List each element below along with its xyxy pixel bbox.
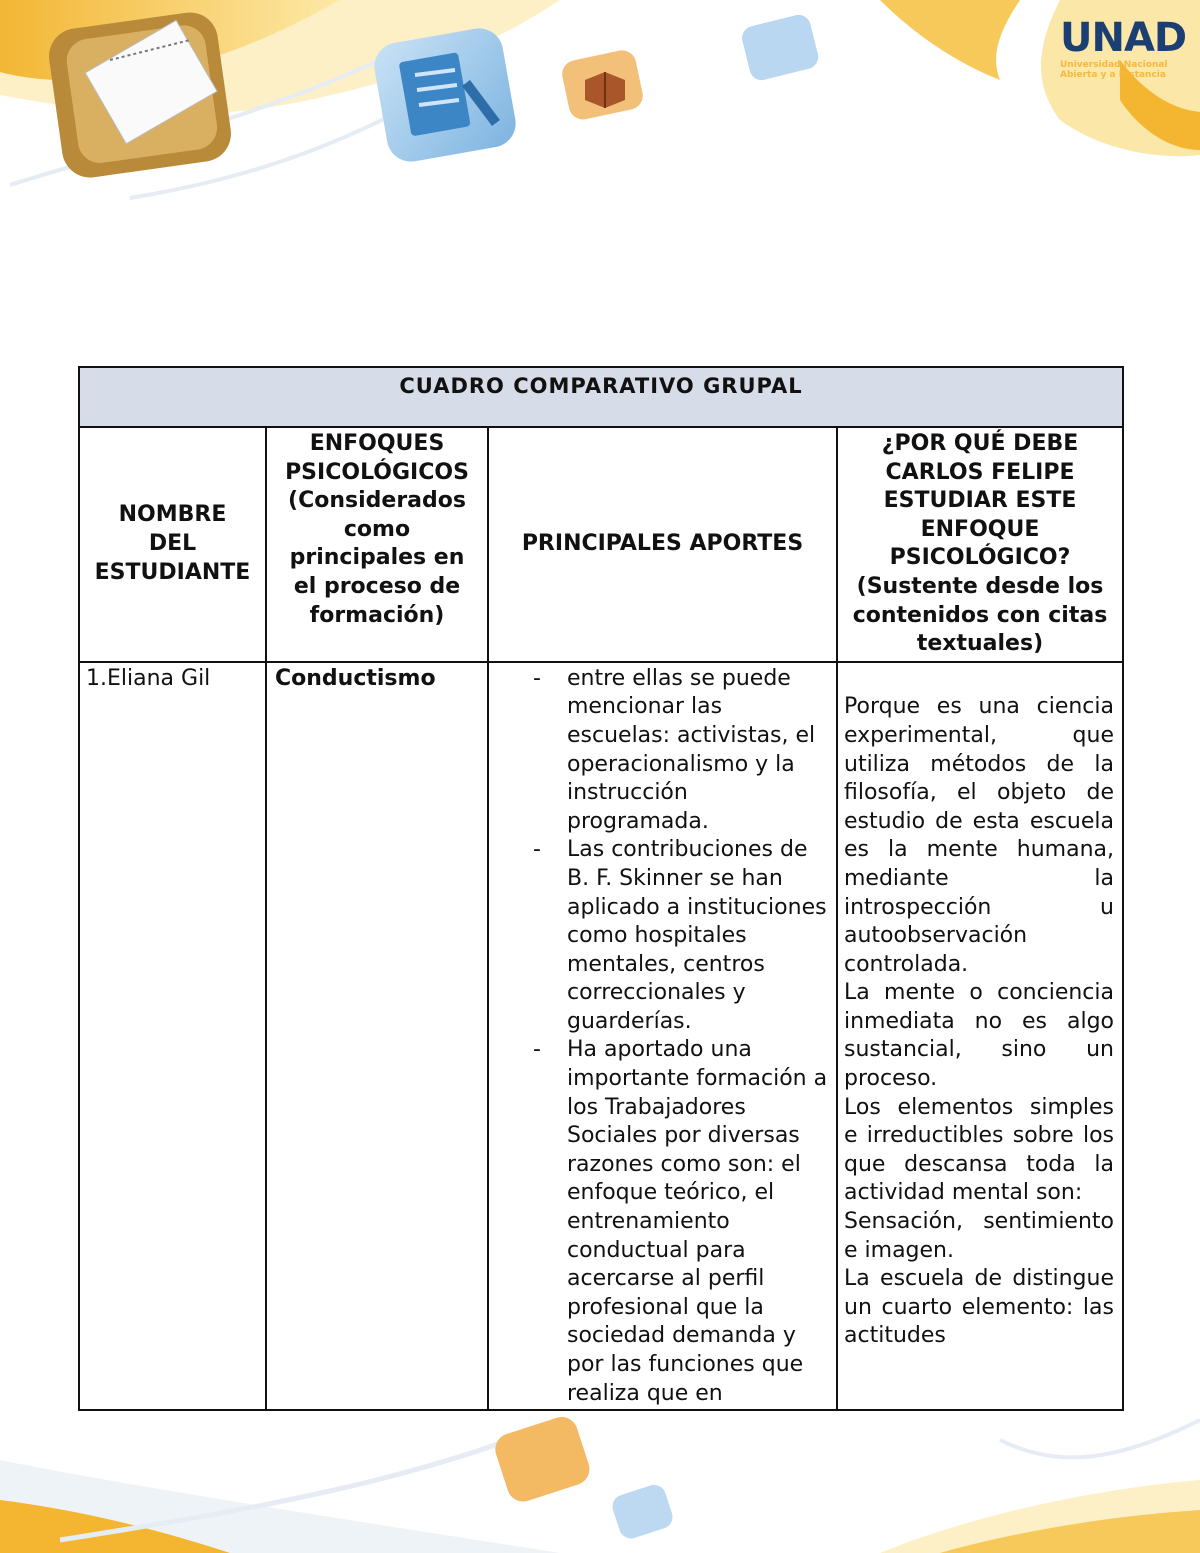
- justification-paragraph: La mente o conciencia inmediata no es algo sustancial, sino un proceso.: [844, 980, 1114, 1092]
- contributions-list: [489, 665, 832, 1407]
- student-name: 1.Eliana Gil: [79, 662, 266, 1410]
- header-nombre: NOMBRE DEL ESTUDIANTE: [79, 427, 266, 662]
- logo-subtitle: Universidad Nacional Abierta y a Distancia: [1060, 60, 1168, 80]
- justification-paragraph: Sensación, sentimiento e imagen.: [844, 1209, 1114, 1263]
- book-icon: [560, 48, 646, 122]
- justification-paragraph: Los elementos simples e irreductibles sobre los que descansa toda la actividad mental son:: [844, 1094, 1114, 1206]
- list-item: - entre ellas se puede mencionar las escuelas: activistas, el operacionalismo y la instrucción programada.: [533, 665, 816, 834]
- table-header-row: [79, 427, 1123, 662]
- table-title-cell: [79, 367, 1123, 427]
- header-porque: ¿POR QUÉ DEBE CARLOS FELIPE ESTUDIAR ESTE ENFOQUE PSICOLÓGICO? (Sustente desde los contenidos con citas textuales): [837, 427, 1123, 662]
- table-title: CUADRO COMPARATIVO GRUPAL: [399, 374, 803, 398]
- list-item: - Ha aportado una importante formación a los Trabajadores Sociales por diversas razones como son: el enfoque teórico, el entrenamiento conductual para acercarse al perfil profesional que la sociedad demanda y por las funciones que realiza que en: [533, 1037, 828, 1406]
- header-decoration: [0, 0, 1200, 210]
- unad-logo: [1058, 8, 1188, 78]
- checklist-icon: [371, 25, 520, 166]
- justification-paragraph: La escuela de distingue un cuarto elemento: las actitudes: [844, 1266, 1114, 1349]
- approach-name: Conductismo: [266, 662, 488, 1410]
- justification-cell: [837, 662, 1123, 1410]
- table-row: [79, 662, 1123, 1410]
- justification-paragraph: Porque es una ciencia experimental, que utiliza métodos de la filosofía, el objeto de estudio de esta escuela es la mente humana, mediante la introspección u autoobservación controlada.: [844, 694, 1114, 977]
- contributions-cell: [488, 662, 837, 1410]
- notepad-icon: [45, 9, 234, 181]
- footer-decoration: [0, 1400, 1200, 1553]
- list-item: - Las contribuciones de B. F. Skinner se han aplicado a instituciones como hospitales mentales, centros correccionales y guarderías.: [533, 837, 827, 1034]
- header-aportes: PRINCIPALES APORTES: [488, 427, 837, 662]
- header-enfoques: ENFOQUES PSICOLÓGICOS (Considerados como principales en el proceso de formación): [266, 427, 488, 662]
- logo-text: UNAD: [1060, 15, 1187, 61]
- comparative-table: [78, 366, 1124, 1411]
